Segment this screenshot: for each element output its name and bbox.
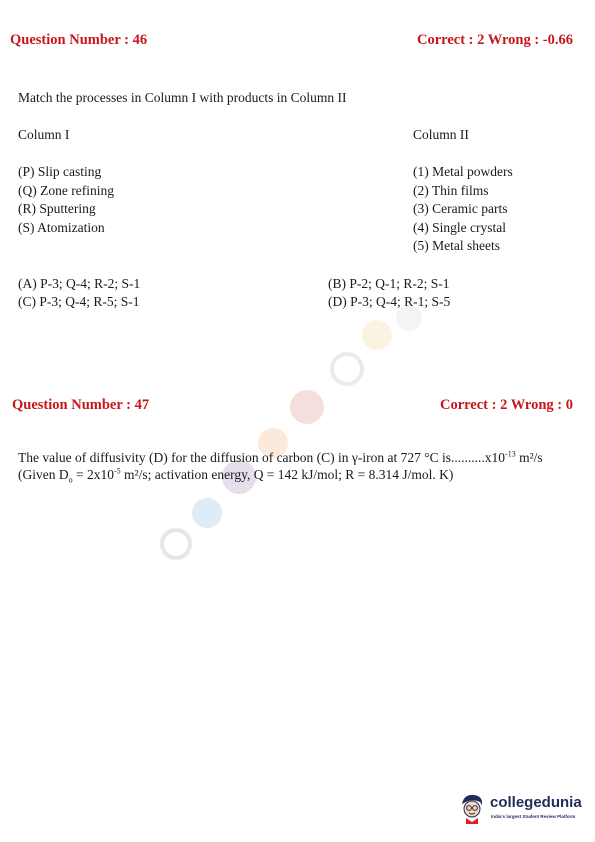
watermark-seal-icon: [160, 528, 192, 560]
question-47-line-1-text: The value of diffusivity (D) for the diffusion of carbon (C) in γ-iron at 727 °C is..........x10: [18, 450, 506, 465]
column-1-title: Column I: [18, 127, 70, 142]
watermark-seal-icon: [330, 352, 364, 386]
exponent: -13: [505, 449, 516, 459]
column-2-item-4: (4) Single crystal: [413, 219, 506, 235]
question-46-prompt: Match the processes in Column I with products in Column II: [18, 90, 347, 105]
watermark-seal-icon: [362, 320, 392, 350]
column-2-title: Column II: [413, 127, 469, 142]
column-2-list: [413, 163, 513, 256]
question-47-line-2: [18, 467, 453, 483]
column-2-item-3: (3) Ceramic parts: [413, 201, 508, 216]
column-1-item-q: (Q) Zone refining: [18, 182, 114, 198]
logo-name: collegedunia: [490, 794, 582, 811]
watermark-seal-icon: [396, 305, 422, 331]
subscript: o: [68, 475, 73, 485]
given-text: (Given D: [18, 467, 69, 482]
column-2-item-2: (2) Thin films: [413, 182, 489, 198]
option-c: (C) P-3; Q-4; R-5; S-1: [18, 294, 140, 309]
option-b: (B) P-2; Q-1; R-2; S-1: [328, 276, 450, 291]
column-1-item-p: (P) Slip casting: [18, 164, 102, 179]
column-1-item-s: (S) Atomization: [18, 219, 105, 235]
exponent: -5: [114, 466, 121, 476]
question-47-number: Question Number : 47: [12, 397, 150, 413]
question-46-marks: Correct : 2 Wrong : -0.66: [417, 32, 573, 48]
question-46-number: Question Number : 46: [10, 32, 148, 48]
option-a: (A) P-3; Q-4; R-2; S-1: [18, 276, 141, 291]
column-1-list: [18, 163, 114, 237]
watermark-seal-icon: [290, 390, 324, 424]
column-1-item-r: (R) Sputtering: [18, 201, 96, 216]
unit-text: m²/s: [515, 450, 543, 465]
column-2-item-1: (1) Metal powders: [413, 164, 513, 179]
logo-tagline: India's largest Student Review Platform: [491, 814, 576, 819]
option-d: (D) P-3; Q-4; R-1; S-5: [328, 294, 451, 309]
mascot-icon: [458, 792, 486, 824]
given-value: = 2x10: [72, 467, 114, 482]
watermark-seal-icon: [192, 498, 222, 528]
question-47-line-1: [18, 450, 543, 466]
question-47-marks: Correct : 2 Wrong : 0: [439, 397, 573, 413]
collegedunia-logo: [458, 790, 588, 830]
column-2-item-5: (5) Metal sheets: [413, 238, 500, 253]
given-rest: m²/s; activation energy, Q = 142 kJ/mol; R = 8.314 J/mol. K): [120, 467, 454, 482]
